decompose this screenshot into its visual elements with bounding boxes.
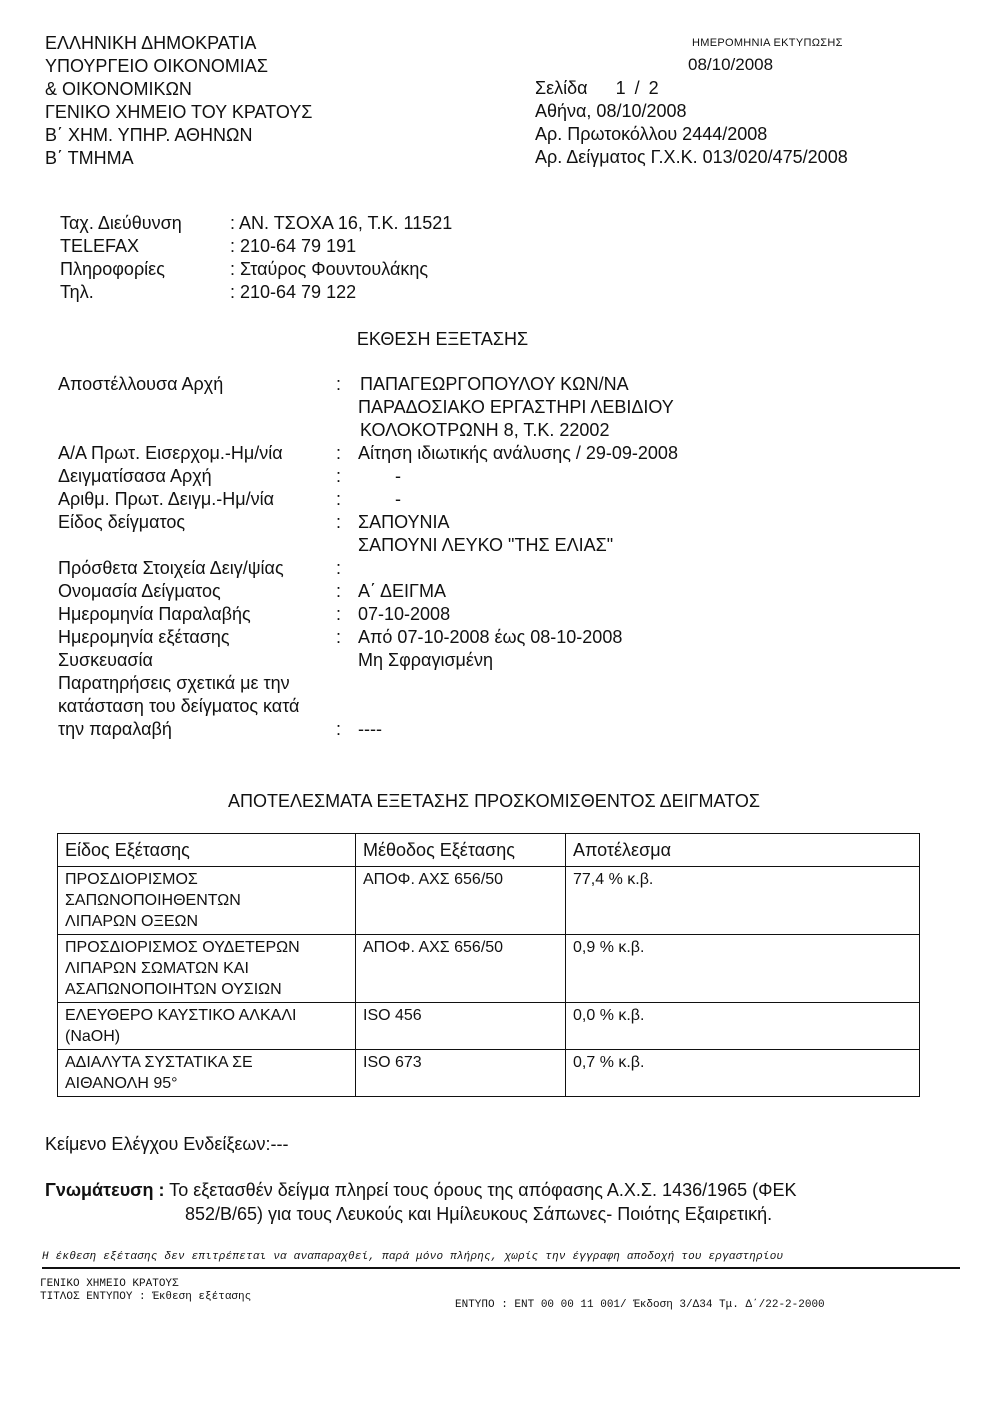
detail-label: Ημερομηνία εξέτασης [58, 627, 230, 647]
result-cell: 0,0 % κ.β. [566, 1003, 920, 1050]
detail-value: Μη Σφραγισμένη [358, 650, 493, 670]
contact-value: : ΑΝ. ΤΣΟΧΑ 16, Τ.Κ. 11521 [230, 213, 453, 233]
footer-left [40, 1278, 251, 1304]
page-number: 1 / 2 [615, 78, 661, 98]
opinion-block [45, 1178, 925, 1226]
contact-row [60, 258, 452, 281]
issuer-line: ΥΠΟΥΡΓΕΙΟ ΟΙΚΟΝΟΜΙΑΣ [45, 56, 268, 76]
footer-org: ΓΕΝΙΚΟ ΧΗΜΕΙΟ ΚΡΑΤΟΥΣ [40, 1278, 179, 1290]
detail-label: Ημερομηνία Παραλαβής [58, 604, 251, 624]
detail-colon: : [336, 719, 342, 739]
detail-colon: : [336, 581, 342, 601]
detail-value [358, 511, 613, 557]
footer-form-code: ΕΝΤΥΠΟ : ΕΝΤ 00 00 11 001/ Έκδοση 3/Δ34 Τμ. Δ΄/22-2-2000 [455, 1299, 825, 1311]
results-title [0, 790, 1000, 813]
detail-label: Δειγματίσασα Αρχή [58, 466, 212, 486]
place-date: Αθήνα, 08/10/2008 [535, 101, 687, 121]
detail-value [358, 373, 674, 442]
sender-line: ΠΑΠΑΓΕΩΡΓΟΠΟΥΛΟΥ ΚΩΝ/ΝΑ [360, 374, 629, 394]
detail-row-extra [58, 557, 958, 580]
column-header: Αποτέλεσμα [566, 834, 920, 867]
detail-row-sample-type [58, 511, 958, 557]
contact-label: Ταχ. Διεύθυνση [60, 213, 182, 233]
results-title-text: ΑΠΟΤΕΛΕΣΜΑΤΑ ΕΞΕΤΑΣΗΣ ΠΡΟΣΚΟΜΙΣΘΕΝΤΟΣ ΔΕΙΓΜΑΤΟΣ [227, 791, 761, 811]
sample-type-line: ΣΑΠΟΥΝΙ ΛΕΥΚΟ "ΤΗΣ ΕΛΙΑΣ" [358, 535, 614, 555]
page-label: Σελίδα [535, 78, 588, 98]
detail-label [58, 672, 343, 741]
results-table [57, 833, 920, 1097]
contact-value: : Σταύρος Φουντουλάκης [230, 259, 429, 279]
issuer-block [45, 32, 312, 170]
table-row [58, 1003, 920, 1050]
detail-label: Ονομασία Δείγματος [58, 581, 221, 601]
result-cell: 77,4 % κ.β. [566, 867, 920, 935]
detail-row-incoming [58, 442, 958, 465]
result-cell: 0,9 % κ.β. [566, 935, 920, 1003]
remarks-label-line: κατάσταση του δείγματος κατά [58, 696, 300, 716]
contact-value: : 210-64 79 122 [230, 282, 357, 302]
result-cell: 0,7 % κ.β. [566, 1050, 920, 1097]
sender-line: ΠΑΡΑΔΟΣΙΑΚΟ ΕΡΓΑΣΤΗΡΙ ΛΕΒΙΔΙΟΥ [358, 397, 674, 417]
detail-row-sender [58, 373, 958, 442]
detail-colon: : [336, 627, 342, 647]
detail-row-sampling-protocol [58, 488, 958, 511]
detail-colon: : [336, 512, 342, 532]
control-text: Κείμενο Ελέγχου Ενδείξεων:--- [45, 1134, 289, 1154]
test-name-cell: ΠΡΟΣΔΙΟΡΙΣΜΟΣ ΟΥΔΕΤΕΡΩΝ ΛΙΠΑΡΩΝ ΣΩΜΑΤΩΝ ΚΑΙ ΑΣΑΠΩΝΟΠΟΙΗΤΩΝ ΟΥΣΙΩΝ [58, 935, 356, 1003]
detail-label: Αριθμ. Πρωτ. Δειγμ.-Ημ/νία [58, 489, 274, 509]
detail-row-sample-name [58, 580, 958, 603]
contact-row [60, 281, 452, 304]
issuer-line: Β΄ ΧΗΜ. ΥΠΗΡ. ΑΘΗΝΩΝ [45, 125, 253, 145]
detail-colon: : [336, 604, 342, 624]
issuer-line: & ΟΙΚΟΝΟΜΙΚΩΝ [45, 79, 192, 99]
detail-value: Αίτηση ιδιωτικής ανάλυσης / 29-09-2008 [358, 443, 678, 463]
detail-value: - [395, 489, 401, 509]
issuer-line: Β΄ ΤΜΗΜΑ [45, 148, 134, 168]
table-row [58, 867, 920, 935]
opinion-text: Το εξετασθέν δείγμα πληρεί τους όρους της απόφασης Α.Χ.Σ. 1436/1965 (ΦΕΚ [169, 1180, 797, 1200]
print-date: 08/10/2008 [688, 55, 774, 74]
method-cell: ΑΠΟΦ. ΑΧΣ 656/50 [356, 935, 566, 1003]
method-cell: ΑΠΟΦ. ΑΧΣ 656/50 [356, 867, 566, 935]
detail-row-received-date [58, 603, 958, 626]
method-cell: ISO 456 [356, 1003, 566, 1050]
detail-colon: : [336, 558, 342, 578]
opinion-text-continued: 852/Β/65) για τους Λευκούς και Ημίλευκους Σάπωνες- Ποιότης Εξαιρετική. [185, 1204, 773, 1224]
detail-label: Πρόσθετα Στοιχεία Δειγ/ψίας [58, 558, 284, 578]
contact-label: TELEFAX [60, 236, 140, 256]
opinion-label: Γνωμάτευση : [45, 1180, 165, 1200]
detail-colon: : [336, 374, 342, 394]
table-row [58, 935, 920, 1003]
table-row [58, 1050, 920, 1097]
detail-colon: : [336, 443, 342, 463]
sample-number: Αρ. Δείγματος Γ.Χ.Κ. 013/020/475/2008 [535, 147, 848, 167]
detail-value: Α΄ ΔΕΙΓΜΑ [358, 581, 446, 601]
detail-row-sampling-authority [58, 465, 958, 488]
detail-value: ---- [358, 719, 382, 739]
report-title [0, 328, 1000, 351]
issuer-line: ΓΕΝΙΚΟ ΧΗΜΕΙΟ ΤΟΥ ΚΡΑΤΟΥΣ [45, 102, 313, 122]
print-date-label: ΗΜΕΡΟΜΗΝΙΑ ΕΚΤΥΠΩΣΗΣ [692, 37, 843, 49]
report-title-text: ΕΚΘΕΣΗ ΕΞΕΤΑΣΗΣ [356, 329, 529, 349]
reference-block [535, 77, 848, 169]
footer-form-title: ΤΙΤΛΟΣ ΕΝΤΥΠΟΥ : Έκθεση εξέτασης [40, 1291, 252, 1303]
contact-row [60, 212, 452, 235]
detail-label: Α/Α Πρωτ. Εισερχομ.-Ημ/νία [58, 443, 283, 463]
remarks-label-line: την παραλαβή [58, 719, 172, 739]
contact-label: Πληροφορίες [60, 259, 165, 279]
detail-value: Από 07-10-2008 έως 08-10-2008 [358, 627, 623, 647]
contact-block [60, 212, 452, 304]
sample-type-line: ΣΑΠΟΥΝΙΑ [358, 512, 450, 532]
table-header-row [58, 834, 920, 867]
issuer-line: ΕΛΛΗΝΙΚΗ ΔΗΜΟΚΡΑΤΙΑ [45, 33, 257, 53]
remarks-label-line: Παρατηρήσεις σχετικά με την [58, 673, 290, 693]
page-indicator [535, 77, 848, 100]
detail-value: 07-10-2008 [358, 604, 451, 624]
contact-value: : 210-64 79 191 [230, 236, 357, 256]
test-name-cell: ΕΛΕΥΘΕΡΟ ΚΑΥΣΤΙΚΟ ΑΛΚΑΛΙ (NaOH) [58, 1003, 356, 1050]
detail-label: Αποστέλλουσα Αρχή [58, 374, 224, 394]
test-name-cell: ΠΡΟΣΔΙΟΡΙΣΜΟΣ ΣΑΠΩΝΟΠΟΙΗΘΕΝΤΩΝ ΛΙΠΑΡΩΝ ΟΞΕΩΝ [58, 867, 356, 935]
column-header: Είδος Εξέτασης [58, 834, 356, 867]
sender-line: ΚΟΛΟΚΟΤΡΩΝΗ 8, Τ.Κ. 22002 [360, 420, 610, 440]
detail-colon: : [336, 466, 342, 486]
detail-colon: : [336, 489, 342, 509]
disclaimer: Η έκθεση εξέτασης δεν επιτρέπεται να αναπαραχθεί, παρά μόνο πλήρης, χωρίς την έγγραφη αποδοχή του εργαστηρίου [42, 1251, 960, 1269]
contact-label: Τηλ. [60, 282, 94, 302]
test-name-cell: ΑΔΙΑΛΥΤΑ ΣΥΣΤΑΤΙΚΑ ΣΕ ΑΙΘΑΝΟΛΗ 95° [58, 1050, 356, 1097]
contact-row [60, 235, 452, 258]
detail-row-remarks [58, 672, 958, 741]
detail-label: Είδος δείγματος [58, 512, 186, 532]
detail-row-exam-date [58, 626, 958, 649]
detail-label: Συσκευασία [58, 650, 153, 670]
sample-details [58, 373, 958, 741]
column-header: Μέθοδος Εξέτασης [356, 834, 566, 867]
detail-value: - [395, 466, 401, 486]
protocol-number: Αρ. Πρωτοκόλλου 2444/2008 [535, 124, 768, 144]
detail-row-packaging [58, 649, 958, 672]
method-cell: ISO 673 [356, 1050, 566, 1097]
